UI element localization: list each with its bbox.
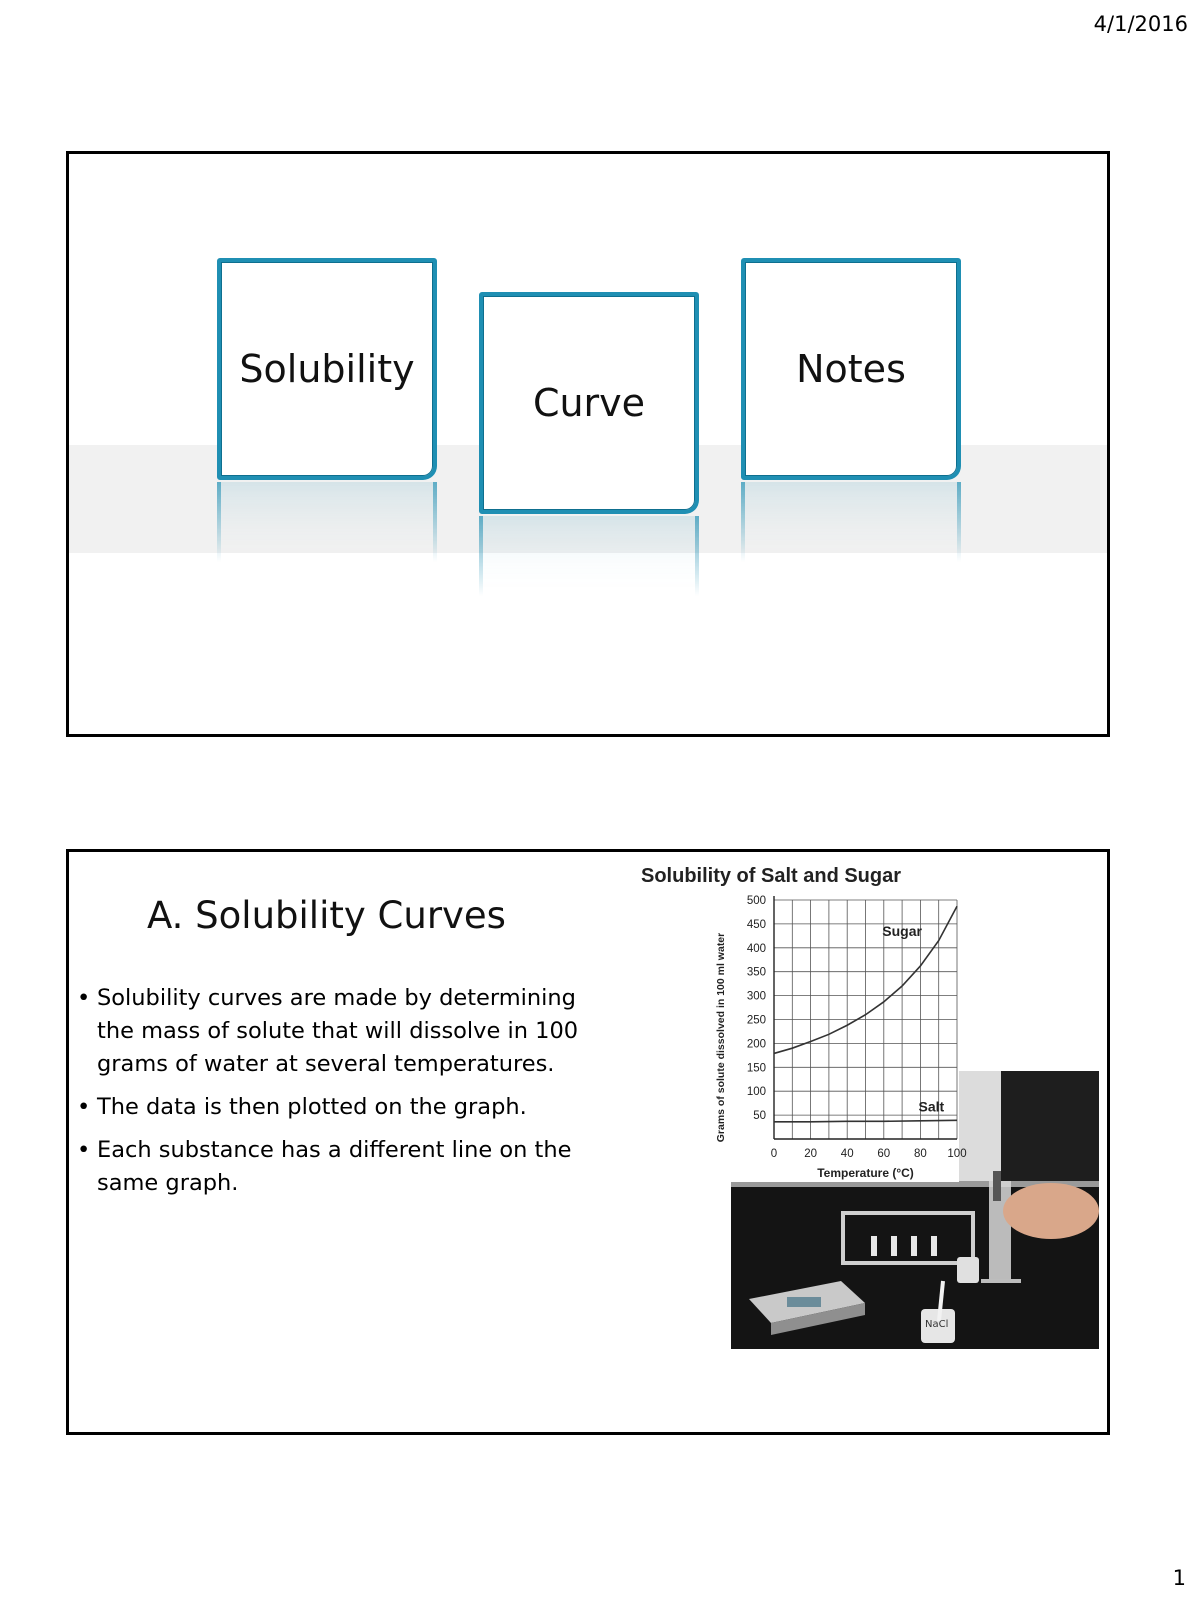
bullet-text: Solubility curves are made by determining the mass of solute that will dissolve in 100 grams of water at several temperatures. (97, 985, 579, 1077)
y-tick-label: 500 (746, 895, 766, 907)
bullet-list (77, 982, 617, 1210)
series-label-sugar: Sugar (882, 922, 922, 939)
y-tick-label: 100 (746, 1086, 766, 1099)
y-tick-label: 200 (746, 1038, 766, 1051)
page-number: 1 (1172, 1566, 1186, 1590)
y-tick-label: 150 (746, 1062, 766, 1075)
box-reflection (479, 516, 699, 596)
box-reflection (217, 482, 437, 562)
series-label-salt: Salt (918, 1098, 945, 1115)
x-tick-label: 40 (840, 1148, 854, 1160)
bullet-item (77, 1134, 617, 1200)
solubility-chart (629, 852, 967, 1182)
title-word: Solubility (239, 347, 415, 391)
x-tick-label: 20 (804, 1148, 817, 1160)
slide-heading: A. Solubility Curves (147, 894, 506, 937)
x-tick-label: 100 (947, 1148, 967, 1160)
bullet-dot-icon: • (77, 1137, 91, 1163)
title-box-solubility (217, 258, 437, 480)
title-slide (66, 151, 1110, 737)
x-tick-label: 0 (770, 1148, 778, 1160)
bullet-item (77, 1091, 617, 1124)
bullet-text: Each substance has a different line on the same graph. (97, 1137, 572, 1196)
bullet-text: The data is then plotted on the graph. (97, 1094, 527, 1120)
title-box-curve (479, 292, 699, 514)
bullet-dot-icon: • (77, 985, 91, 1011)
box-reflection (741, 482, 961, 562)
chart-title: Solubility of Salt and Sugar (641, 865, 902, 887)
x-tick-label: 60 (877, 1148, 891, 1160)
x-tick-label: 80 (914, 1148, 927, 1160)
bullet-item (77, 982, 617, 1081)
y-axis-label: Grams of solute dissolved in 100 ml water (715, 932, 727, 1143)
page-date: 4/1/2016 (1093, 12, 1188, 36)
chart-background (629, 852, 959, 1182)
y-tick-label: 350 (746, 966, 766, 979)
content-slide (66, 849, 1110, 1435)
title-word: Notes (796, 347, 906, 391)
title-word: Curve (532, 381, 646, 425)
bullet-dot-icon: • (77, 1094, 91, 1120)
beaker-label: NaCl (925, 1319, 949, 1330)
y-tick-label: 300 (746, 990, 766, 1003)
title-box-notes (741, 258, 961, 480)
x-axis-label: Temperature (°C) (817, 1166, 914, 1180)
y-tick-label: 450 (746, 918, 766, 931)
y-tick-label: 250 (746, 1014, 766, 1027)
y-tick-label: 50 (753, 1110, 766, 1123)
y-tick-label: 400 (746, 942, 766, 955)
